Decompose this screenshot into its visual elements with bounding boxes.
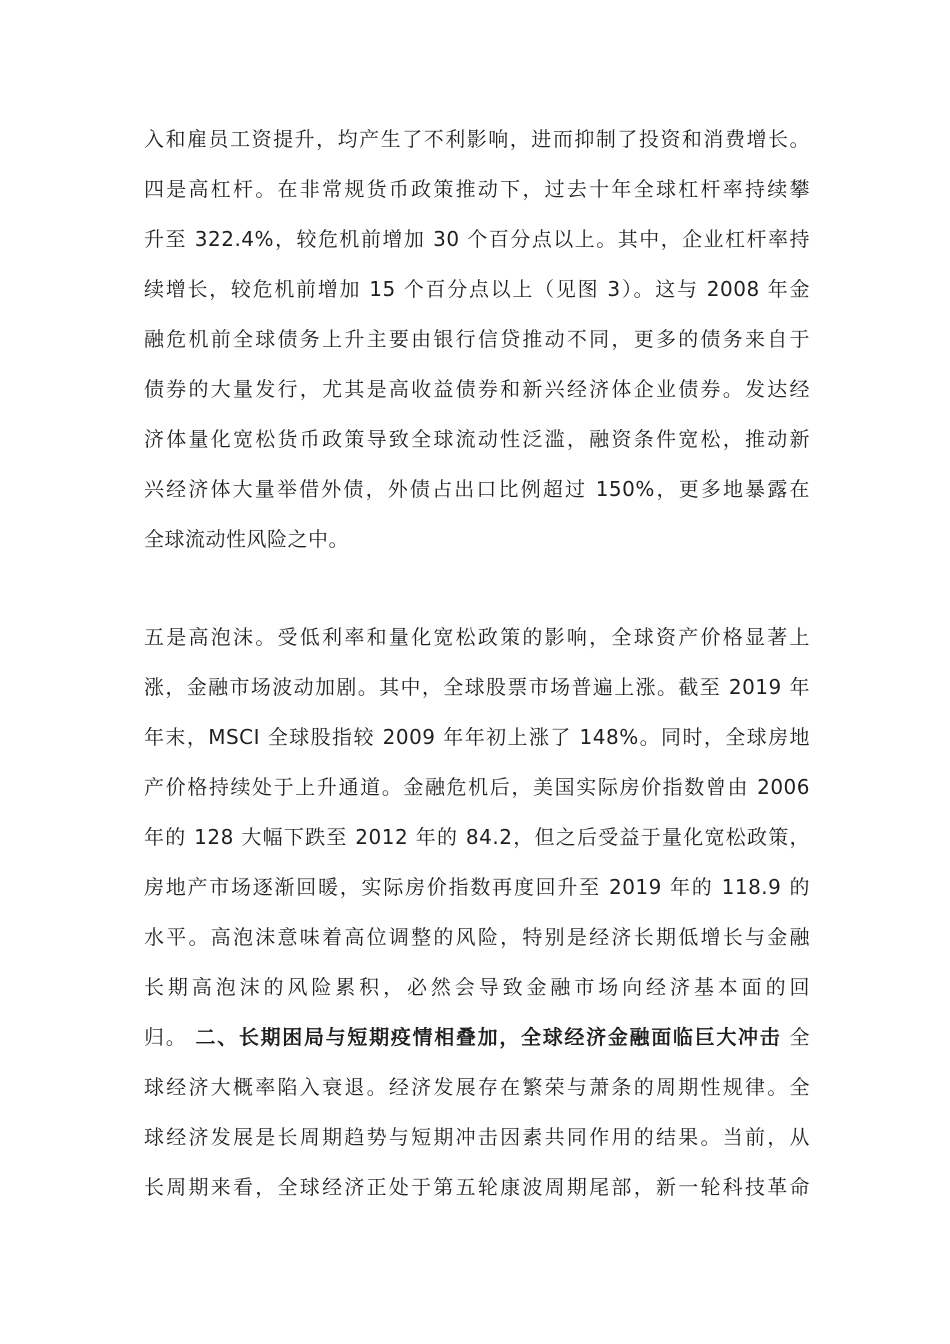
text-line: 年的 128 大幅下跌至 2012 年的 84.2，但之后受益于量化宽松政策， (144, 825, 810, 849)
text-line: 涨，金融市场波动加剧。其中，全球股票市场普遍上涨。截至 2019 年 (144, 675, 810, 699)
text-line: 兴经济体大量举借外债，外债占出口比例超过 150%，更多地暴露在 (144, 477, 810, 501)
text-line: 房地产市场逐渐回暖，实际房价指数再度回升至 2019 年的 118.9 的 (144, 875, 810, 899)
text-line: 四是高杠杆。在非常规货币政策推动下，过去十年全球杠杆率持续攀 (144, 177, 810, 201)
text-line: 升至 322.4%，较危机前增加 30 个百分点以上。其中，企业杠杆率持 (144, 227, 810, 251)
text-line: 融危机前全球债务上升主要由银行信贷推动不同，更多的债务来自于 (144, 327, 810, 351)
text-line: 年末，MSCI 全球股指较 2009 年年初上涨了 148%。同时，全球房地 (144, 725, 810, 749)
text-line: 五是高泡沫。受低利率和量化宽松政策的影响，全球资产价格显著上 (144, 625, 810, 649)
text-line: 入和雇员工资提升，均产生了不利影响，进而抑制了投资和消费增长。 (144, 127, 810, 151)
text-line: 续增长，较危机前增加 15 个百分点以上（见图 3）。这与 2008 年金 (144, 277, 810, 301)
text-line: 球经济大概率陷入衰退。经济发展存在繁荣与萧条的周期性规律。全 (144, 1075, 810, 1099)
section-heading: 二、长期困局与短期疫情相叠加，全球经济金融面临巨大冲击 (195, 1025, 782, 1049)
text-line: 长周期来看，全球经济正处于第五轮康波周期尾部，新一轮科技革命 (144, 1175, 810, 1199)
text-line: 济体量化宽松货币政策导致全球流动性泛滥，融资条件宽松，推动新 (144, 427, 810, 451)
text-fragment: 全 (789, 1025, 811, 1049)
text-line: 球经济发展是长周期趋势与短期冲击因素共同作用的结果。当前，从 (144, 1125, 810, 1149)
text-line: 全球流动性风险之中。 (144, 527, 349, 551)
text-line: 债券的大量发行，尤其是高收益债券和新兴经济体企业债券。发达经 (144, 377, 810, 401)
text-fragment: 归。 (144, 1025, 188, 1049)
text-line: 长期高泡沫的风险累积，必然会导致金融市场向经济基本面的回 (144, 975, 810, 999)
text-line-with-heading (144, 1022, 810, 1052)
text-line: 产价格持续处于上升通道。金融危机后，美国实际房价指数曾由 2006 (144, 775, 810, 799)
text-line: 水平。高泡沫意味着高位调整的风险，特别是经济长期低增长与金融 (144, 925, 810, 949)
